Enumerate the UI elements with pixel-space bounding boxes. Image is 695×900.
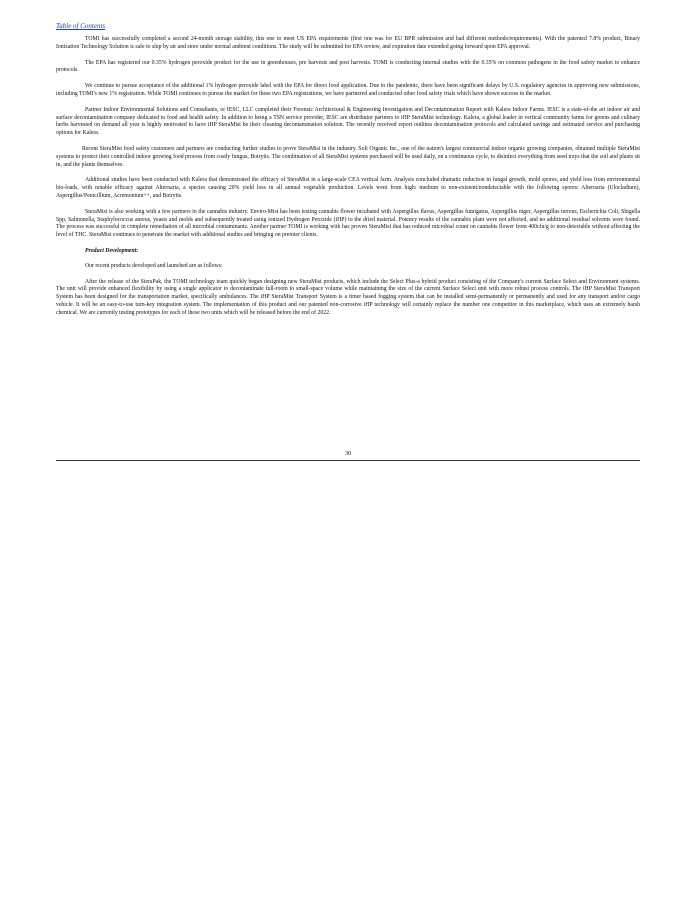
paragraph-kalera-studies: Additional studies have been conducted with Kalera that demonstrated the efficacy of SteraMist in a large-scale CEA vertical farm. Analysis concluded dramatic reduction in fungal growth, mold spores, and yield loss from environmental bio-loads, with notable efficacy against Alternaria, a species causing 20% yield loss in all annual vegetable production. Levels went from high/ medium to non-existent/nondetectable with the following spores: Alternaria (Ulocladium), Aspergillus/Penicillium, Acremonium++, and Botrytis.	[56, 177, 640, 199]
paragraph-food-safety-customers: Recent SteraMist food safety customers and partners are conducting further studies to prove SteraMist in the industry. Soli Organic Inc., one of the nation's largest commercial indoor organic growing companies, obtained multiple SteraMist systems to protect their controlled indoor growing food process from costly fungus, Botrytis. The combination of all SteraMist systems purchased will be used daily, on a continuous cycle, to disinfect everything from seed trays that the soil and plants sit in, and the plants themselves.	[56, 145, 640, 168]
page-number: 30	[345, 451, 351, 457]
paragraph-epa-registration: The EPA has registered our 0.35% hydrogen peroxide product for the use in greenhouses, pre harvests and post harvests. TOMI is conducting internal studies with the 0.35% on common pathogens in the food safety market to enhance protocols.	[56, 59, 640, 74]
section-body: After the release of the SteraPak, the TOMI technology team quickly began designing new SteraMist products, which include the Select Plus-a hybrid product consisting of the Company's current Surface Select and Environment systems. The unit will provide enhanced flexibility by using a single applicator to decontaminate full-room to small-space volume while maintaining the size of the current Surface Select unit with more robust process controls. The iHP SteraMist Transport System has been designed for the transportation market, specifically ambulances. The iHP SteraMist Transport System is a timer based fogging system that can be installed semi-permanently or permanently and used for any transport and/or cargo vehicle. It will be an easy-to-use turn-key integration system. The implementation of this product and our patented non-corrosive iHP technology will certainly replace the number one competitor in this marketplace, which uses an extremely harsh chemical. We are currently testing prototypes for each of these two units which will be released before the end of 2022.	[56, 278, 640, 316]
section-intro: Our recent products developed and launched are as follows:	[85, 262, 223, 269]
section-heading: Product Development:	[85, 247, 139, 254]
paragraph-food-application: We continue to pursue acceptance of the additional 1% hydrogen peroxide label with the EPA for direct food application. Due to the pandemic, there have been significant delays by U.S. regulatory agencies in approving new submissions, including TOMI's new 1% registration. While TOMI continues to pursue the market for these two EPA registrations, we have partnered and conducted other food safety trials which have shown success in the market.	[56, 83, 640, 97]
table-of-contents-link[interactable]: Table of Contents	[56, 22, 106, 30]
footer-divider	[56, 460, 640, 461]
document-page	[56, 22, 640, 457]
paragraph-cannabis-industry: SteraMist is also working with a few partners in the cannabis industry. Enviro-Mist has been testing cannabis flower incubated with Aspergillus flavus, Aspergillus fumigatus, Aspergillus niger, Aspergillus terreus, Escherichia Coli, Shigella Spp, Salmonella, Staphylococcus aureus, yeasts and molds and subsequently treated using ionized Hydrogen Peroxide (iHP) to the dried material. Potency results of the cannabis plant were not affected, and no additional residual solvents were found. The process was successful in complete remediation of all microbial contaminants. Another partner TOMI is working with has proven SteraMist that has reduced microbial count on cannabis flower from 400cfu/g to non-detectable without affecting the level of THC. SteraMist continues to penetrate the market with additional studies and bringing on premier clients.	[56, 208, 640, 239]
paragraph-iesc-partner: Partner Indoor Environmental Solutions and Consultants, or IESC, LLC completed their Forensic Architectural & Engineering Investigation and Decontamination Report with Kalera Indoor Farms. IESC is a state-of-the art indoor air and surface decontamination company dedicated to food and health safety. In addition to being a TSN service provider, IESC are distributor partners to iHP SteraMist technology. Kalera, a global leader in vertical community farms for greens and culinary herbs harvested on demand all year is highly motivated to have iHP SteraMist be their cleaning decontamination solution. The recently received report outlines decontamination protocols and calculated savings and estimated service and purchasing options for Kalera.	[56, 106, 640, 137]
paragraph-storage-stability: TOMI has successfully completed a second 24-month storage stability, this one to meet US EPA requirements (first one was for EU BPR submission and had different methods/requirements). With the patented 7.8% product, Binary Ionization Technology Solution is safe to ship by air and store under normal ambient conditions. The study will be submitted for EPA review, and expiration date extended going forward upon EPA approval.	[56, 36, 640, 50]
